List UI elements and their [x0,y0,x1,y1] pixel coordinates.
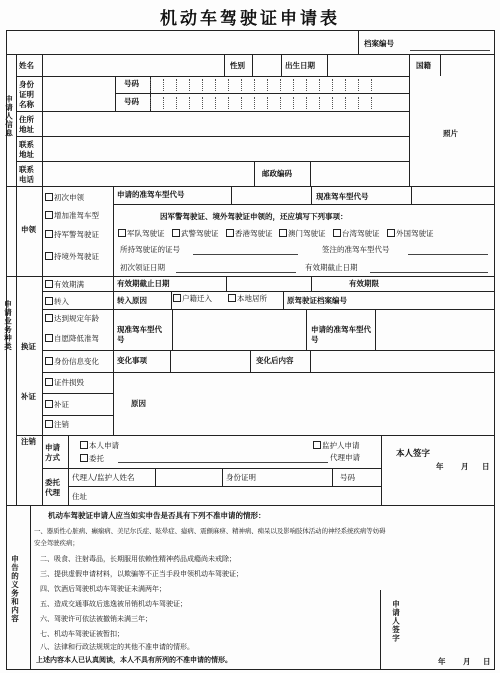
license-type-foreign[interactable]: 外国驾驶证 [387,229,434,238]
contact-address-label: 联系地址 [19,140,34,159]
endorsed-class-field[interactable] [408,254,488,255]
declaration-item-2: 二、吸食、注射毒品，长期服用依赖性精神药品成瘾尚未戒除； [40,555,236,563]
id-number-digits-2[interactable] [150,97,384,109]
orig-archive-label: 原驾驶证档案编号 [287,296,347,305]
transfer-reason-label: 转入原因 [117,296,147,305]
sign-day: 日 [482,462,490,471]
entrust-field[interactable] [118,462,328,463]
cur-class-label: 现准驾车型代号 [117,325,162,344]
declaration-item-5: 五、造成交通事故后逃逸被吊销机动车驾驶证； [40,600,187,608]
agent-address-label: 住址 [72,492,87,501]
reissue-option[interactable]: 补证 [45,400,69,409]
declaration-item-8: 八、法律和行政法规规定的其他不准申请的情形。 [40,643,194,651]
decl-month: 月 [463,657,471,666]
decl-day: 日 [483,657,491,666]
license-type-macau[interactable]: 澳门驾驶证 [279,229,326,238]
reissue-section-label: 补证 [21,392,36,401]
name-label: 姓名 [19,61,34,70]
form-title: 机动车驾驶证申请表 [160,9,340,29]
foreign-license-option[interactable]: 持境外驾驶证 [45,252,99,261]
decl-year: 年 [438,657,446,666]
valid-until-label: 有效期截止日期 [305,263,358,272]
damaged-option[interactable]: 证件损毁 [45,378,84,387]
license-type-armed-police[interactable]: 武警驾驶证 [172,229,219,238]
current-class-label: 现准驾车型代号 [316,192,369,201]
declaration-section-label: 申告的义务和内容 [10,555,20,623]
declaration-item-7: 七、机动车驾驶证被暂扣； [40,630,124,638]
held-license-no-field[interactable] [193,254,298,255]
change-content-label: 变化后内容 [256,356,294,365]
declaration-item-3: 三、提供虚假申请材料，以欺骗等不正当手段申领机动车驾驶证； [40,570,243,578]
valid-until-field[interactable] [370,272,488,273]
requested-class-label: 申请的准驾车型代号 [117,190,185,199]
reason-label: 原因 [131,399,146,408]
req-class-label: 申请的准驾车型代号 [311,325,371,344]
gender-label: 性别 [230,61,245,70]
entrust-option[interactable]: 委托 [80,454,104,463]
change-item-label: 变化事项 [117,356,147,365]
endorsed-class-label: 签注的准驾车型代号 [322,245,390,254]
guardian-apply-option[interactable]: 监护人申请 [313,441,360,450]
number-label-1: 号码 [124,79,139,88]
held-license-no-label: 所持驾驶证的证号 [120,245,180,254]
id-number-digits-1[interactable] [150,79,384,91]
phone-label: 联系电话 [19,165,34,184]
military-license-option[interactable]: 持军警驾驶证 [45,230,99,239]
first-apply-option[interactable]: 初次申领 [45,193,84,202]
applicant-sign-label: 申请人签字 [391,600,401,643]
declaration-item-6: 六、驾驶许可依法被撤销未满三年； [40,615,152,623]
declaration-item-4: 四、饮酒后驾驶机动车驾驶证未满两年； [40,585,166,593]
declaration-confirm: 上述内容本人已认真阅读，本人不具有所列的不准申请的情形。 [36,656,232,664]
agent-number-label: 号码 [340,473,355,482]
license-type-taiwan[interactable]: 台湾驾驶证 [333,229,380,238]
postal-code-label: 邮政编码 [262,169,292,178]
sign-month: 月 [461,462,469,471]
age-limit-option[interactable]: 达到规定年龄 [45,314,99,323]
cancel-section-label: 注销 [21,437,36,446]
birthdate-label: 出生日期 [285,61,315,70]
business-section-label: 申请业务种类 [3,300,13,351]
method-label: 申请方式 [45,443,60,462]
transfer-option[interactable]: 转入 [45,297,69,306]
agent-info-label: 委托代理 [45,478,60,497]
first-issue-date-field[interactable] [176,272,296,273]
add-class-option[interactable]: 增加准驾车型 [45,211,99,220]
valid-period-label: 有效期限 [349,279,379,288]
declaration-head: 机动车驾驶证申请人应当如实申告是否具有下列不准申请的情形： [48,511,266,520]
number-label-2: 号码 [124,97,139,106]
agent-apply-label: 代理申请 [330,453,360,462]
signature-label: 本人签字 [396,449,431,459]
sign-year: 年 [436,462,444,471]
renew-label: 换证 [21,342,36,351]
declaration-item-1b: 安全驾驶疾病； [34,539,79,547]
extra-note: 因军警驾驶证、境外驾驶证申领的，还应填写下列事项： [160,212,348,221]
license-type-military[interactable]: 军队驾驶证 [118,229,165,238]
applicant-section-label: 申请人信息 [4,95,14,138]
agent-name-label: 代理人/监护人姓名 [72,473,135,482]
apply-label: 申领 [21,225,36,234]
expire-date-label: 有效期截止日期 [117,279,170,288]
photo-label: 照片 [443,129,458,138]
local-residence-option[interactable]: 本地居所 [228,294,267,303]
cancel-option[interactable]: 注销 [45,420,69,429]
voluntary-downgrade-option[interactable]: 自愿降低准驾 [45,334,99,343]
agent-id-label: 身份证明 [226,473,256,482]
self-apply-option[interactable]: 本人申请 [80,441,119,450]
archive-no-label: 档案编号 [364,39,394,48]
nationality-label: 国籍 [416,61,431,70]
first-issue-date-label: 初次领证日期 [120,263,165,272]
info-change-option[interactable]: 身份信息变化 [45,357,99,366]
id-doc-label: 身份证明名称 [19,80,34,109]
expire-option[interactable]: 有效期满 [45,280,84,289]
household-option[interactable]: 户籍迁入 [173,294,212,303]
address-label: 住所地址 [19,115,34,134]
license-type-hongkong[interactable]: 香港驾驶证 [226,229,273,238]
declaration-item-1: 一、器质性心脏病、癫痫病、美尼尔氏症、眩晕症、癔病、震颤麻痹、精神病、痴呆以及影响肢体活动的神经系统疾病等妨碍 [34,527,386,535]
